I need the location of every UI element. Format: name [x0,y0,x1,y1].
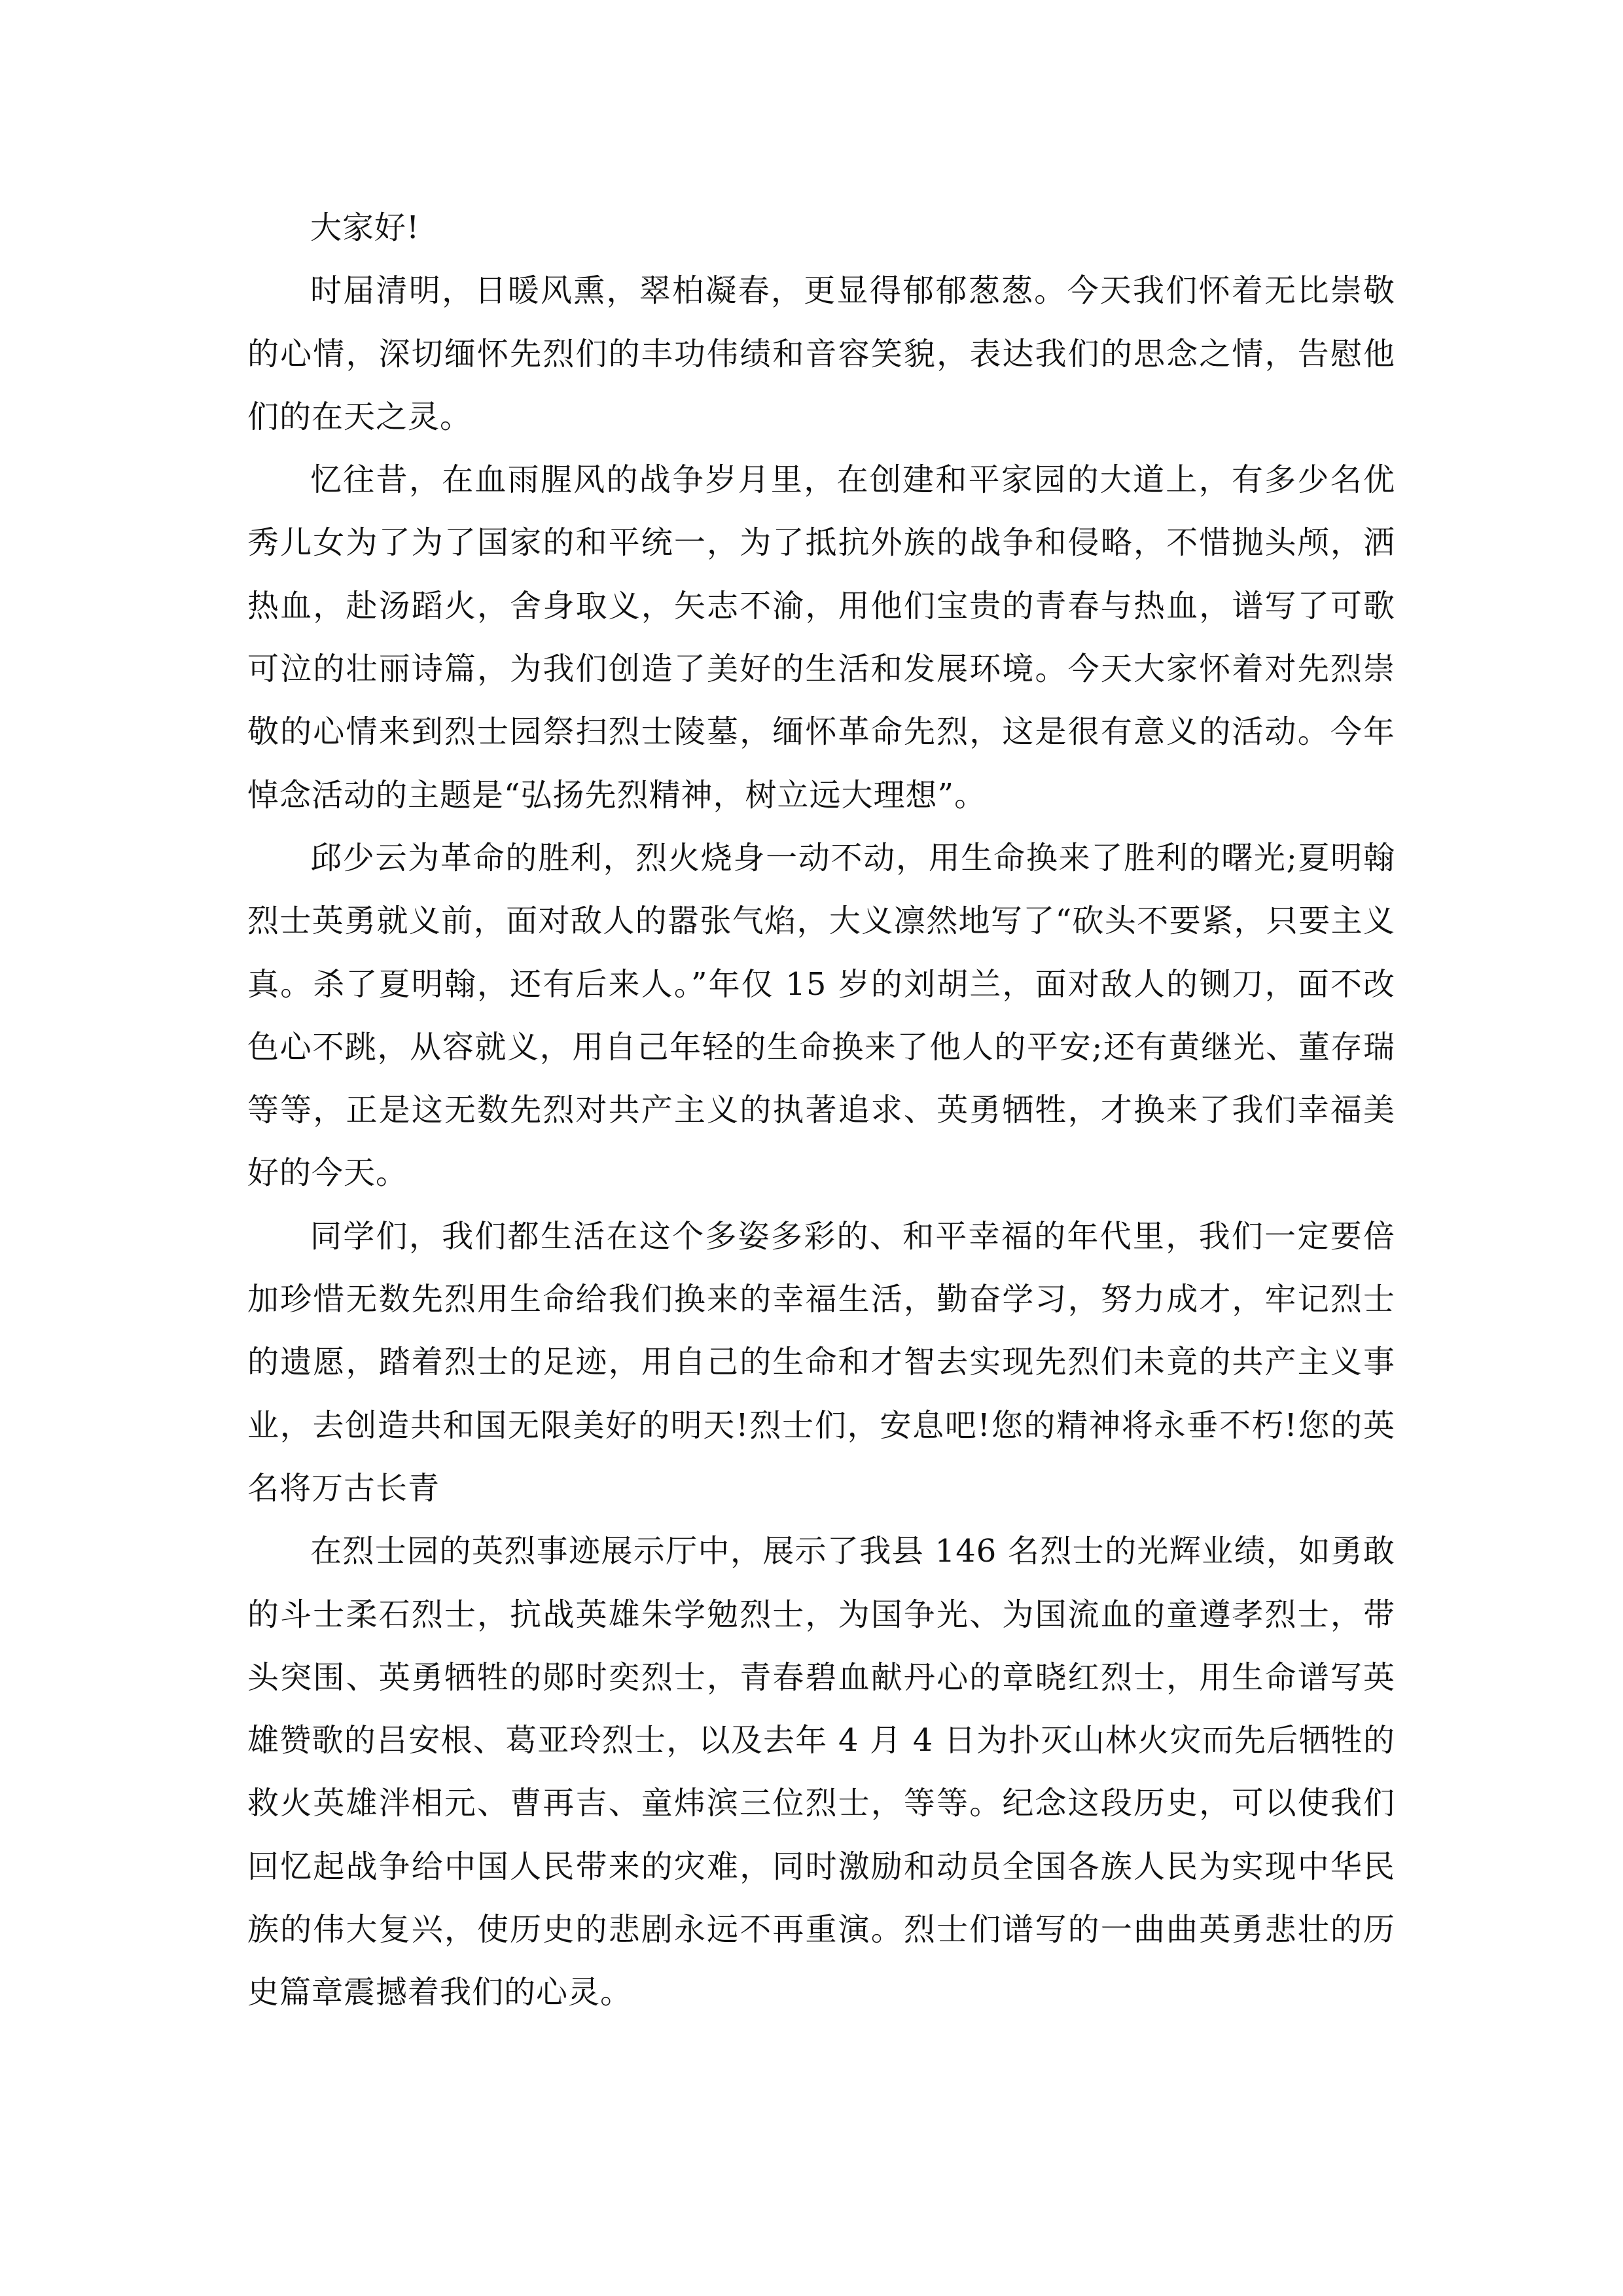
qingming-intro-paragraph: 时届清明，日暖风熏，翠柏凝春，更显得郁郁葱葱。今天我们怀着无比崇敬的心情，深切缅怀先烈们的丰功伟绩和音容笑貌，表达我们的思念之情，告慰他们的在天之灵。 [247,272,1395,435]
document-page [247,196,1395,2024]
martyr-examples-paragraph: 邱少云为革命的胜利，烈火烧身一动不动，用生命换来了胜利的曙光;夏明翰烈士英勇就义前，面对敌人的嚣张气焰，大义凛然地写了“砍头不要紧，只要主义真。杀了夏明翰，还有后来人。”年仅 15 岁的刘胡兰，面对敌人的铡刀，面不改色心不跳，从容就义，用自己年轻的生命换来了他人的平安;还有黄继光、董存瑞等等，正是这无数先烈对共产主义的执著追求、英勇牺牲，才换来了我们幸福美好的今天。 [247,839,1395,1192]
history-recall-paragraph: 忆往昔，在血雨腥风的战争岁月里，在创建和平家园的大道上，有多少名优秀儿女为了为了国家的和平统一，为了抵抗外族的战争和侵略，不惜抛头颅，洒热血，赴汤蹈火，舍身取义，矢志不渝，用他们宝贵的青春与热血，谱写了可歌可泣的壮丽诗篇，为我们创造了美好的生活和发展环境。今天大家怀着对先烈崇敬的心情来到烈士园祭扫烈士陵墓，缅怀革命先烈，这是很有意义的活动。今年悼念活动的主题是“弘扬先烈精神，树立远大理想”。 [247,461,1395,814]
exhibition-hall-paragraph: 在烈士园的英烈事迹展示厅中，展示了我县 146 名烈士的光辉业绩，如勇敢的斗士柔石烈士，抗战英雄朱学勉烈士，为国争光、为国流血的童遵孝烈士，带头突围、英勇牺牲的郧时奕烈士，青春碧血献丹心的章晓红烈士，用生命谱写英雄赞歌的吕安根、葛亚玲烈士，以及去年 4 月 4 日为扑灭山林火灾而先后牺牲的救火英雄泮相元、曹再吉、童炜滨三位烈士，等等。纪念这段历史，可以使我们回忆起战争给中国人民带来的灾难，同时激励和动员全国各族人民为实现中华民族的伟大复兴，使历史的悲剧永远不再重演。烈士们谱写的一曲曲英勇悲壮的历史篇章震撼着我们的心灵。 [247,1533,1395,2011]
students-call-paragraph: 同学们，我们都生活在这个多姿多彩的、和平幸福的年代里，我们一定要倍加珍惜无数先烈用生命给我们换来的幸福生活，勤奋学习，努力成才，牢记烈士的遗愿，踏着烈士的足迹，用自己的生命和才智去实现先烈们未竟的共产主义事业，去创造共和国无限美好的明天!烈士们，安息吧!您的精神将永垂不朽!您的英名将万古长青 [247,1217,1395,1507]
greeting-paragraph: 大家好! [310,209,420,246]
